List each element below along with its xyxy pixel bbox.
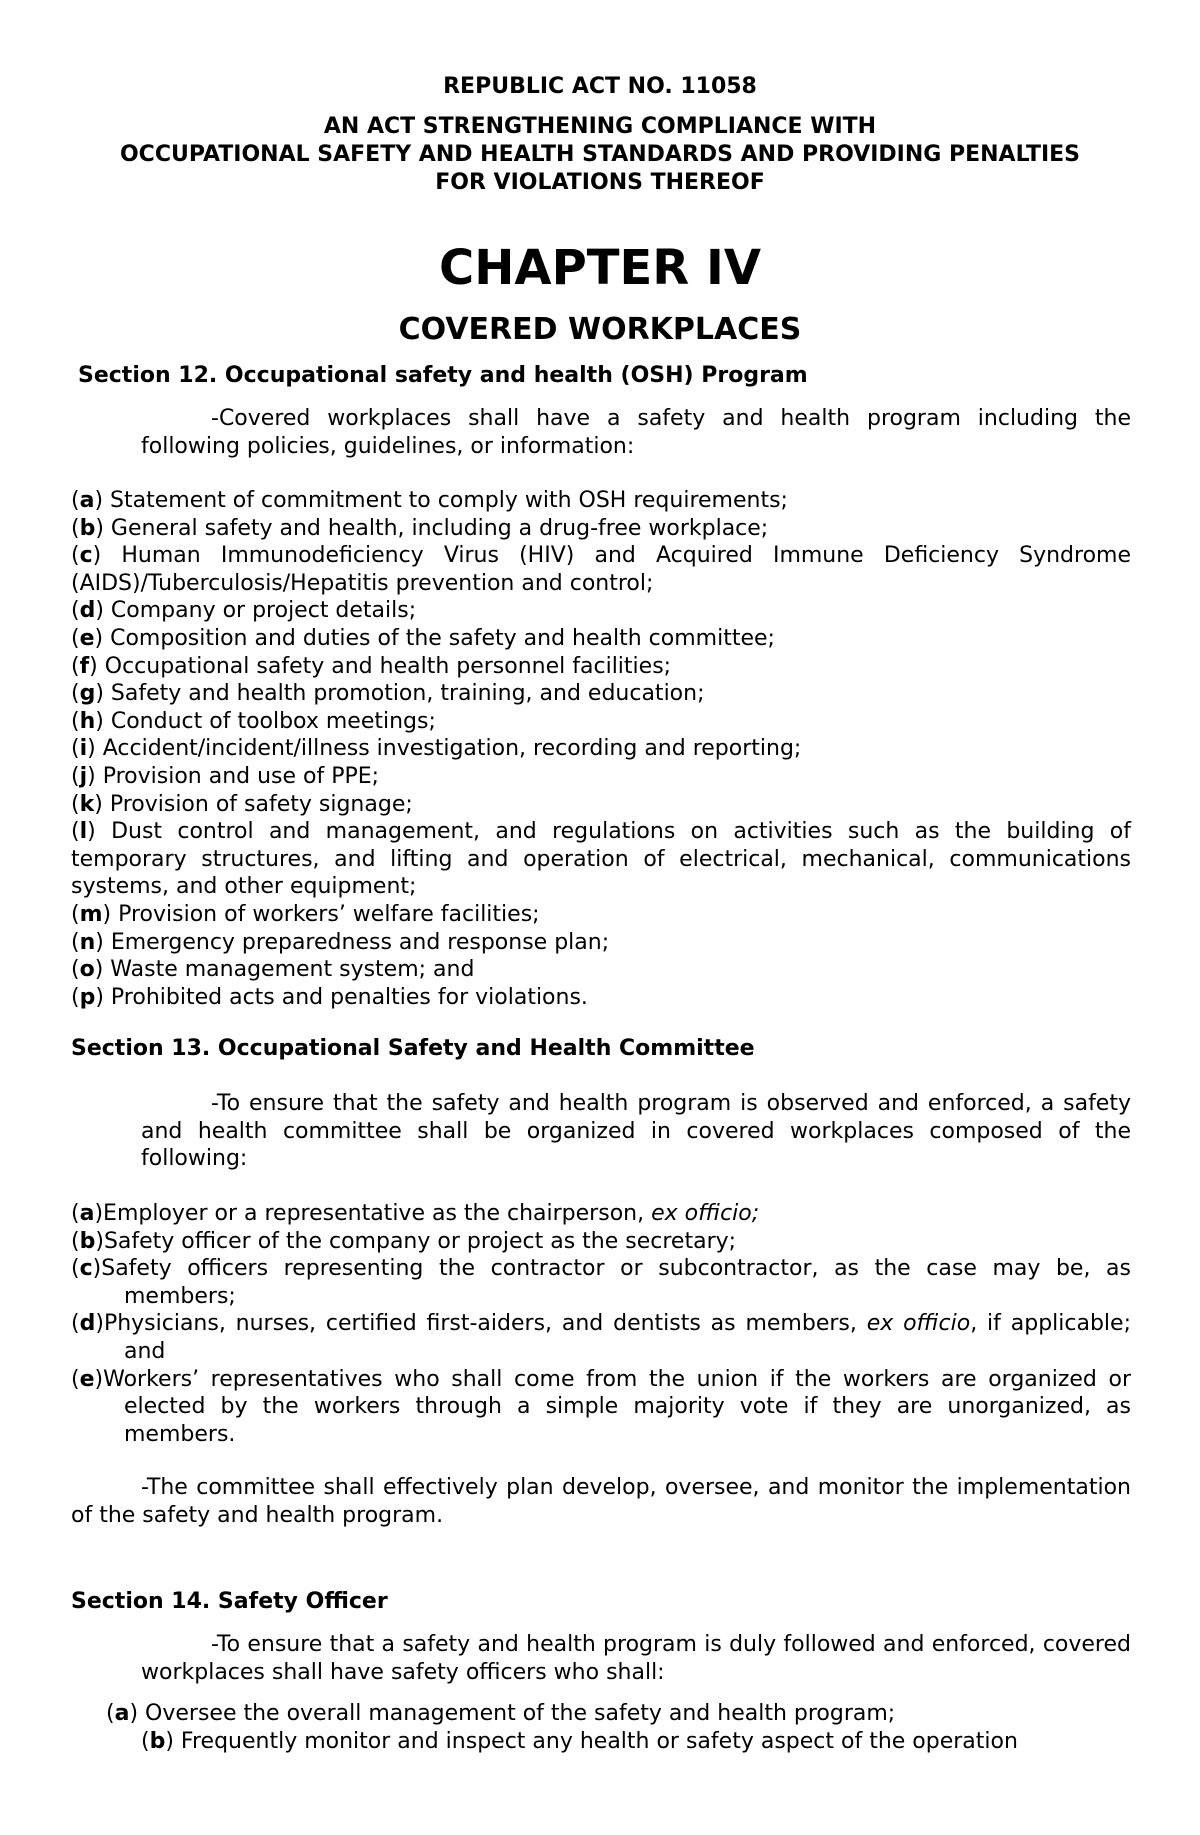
item-text: Provision of workers’ welfare facilities;	[111, 901, 540, 927]
list-item: (l) Dust control and management, and regulations on activities such as the building of temporary structures, and lifting and operation of electrical, mechanical, communications systems, and other equipment;	[71, 819, 1131, 900]
list-item: (c)Safety officers representing the contractor or subcontractor, as the case may be, as members;	[71, 1256, 1131, 1309]
section-13-intro: -To ensure that the safety and health program is observed and enforced, a safety and health committee shall be organized in covered workplaces composed of the following:	[141, 1091, 1131, 1171]
item-letter: i	[79, 736, 88, 762]
item-letter: c	[79, 1256, 93, 1282]
item-text: Prohibited acts and penalties for violations.	[103, 984, 588, 1010]
item-letter: f	[79, 653, 90, 679]
item-text: Oversee the overall management of the safety and health program;	[138, 1701, 896, 1726]
item-text: Physicians, nurses, certified first-aiders, and dentists as members,	[103, 1311, 867, 1337]
list-item: (j) Provision and use of PPE;	[71, 763, 380, 789]
item-letter: j	[79, 763, 88, 789]
item-letter: c	[79, 543, 93, 569]
list-item: (p) Prohibited acts and penalties for violations.	[71, 984, 588, 1010]
act-title-line-1: AN ACT STRENGTHENING COMPLIANCE WITH	[323, 114, 877, 139]
item-text: General safety and health, including a drug-free workplace;	[103, 515, 769, 541]
item-letter: l	[79, 819, 88, 845]
list-item: (b)Safety officer of the company or project as the secretary;	[71, 1228, 737, 1254]
section-14-list	[106, 1700, 1131, 1756]
act-title-line-3: FOR VIOLATIONS THEREOF	[435, 170, 765, 195]
item-emphasis: ex officio;	[651, 1201, 760, 1226]
list-item: (n) Emergency preparedness and response plan;	[71, 929, 610, 955]
list-item: (k) Provision of safety signage;	[71, 791, 413, 817]
item-letter: b	[149, 1729, 166, 1754]
item-letter: b	[79, 515, 96, 541]
item-text: Accident/incident/illness investigation, recording and reporting;	[95, 736, 802, 762]
chapter-title: COVERED WORKPLACES	[398, 312, 802, 347]
item-emphasis: ex officio	[866, 1311, 971, 1337]
section-13-list	[71, 1200, 1131, 1448]
item-text-after: , if applicable; and	[124, 1311, 1131, 1364]
section-12-heading: Section 12. Occupational safety and health (OSH) Program	[78, 363, 808, 388]
item-text: Statement of commitment to comply with OSH requirements;	[103, 488, 788, 513]
item-text: Occupational safety and health personnel facilities;	[97, 653, 672, 679]
item-letter: p	[79, 984, 96, 1010]
item-letter: d	[79, 598, 96, 624]
item-text: Provision of safety signage;	[102, 791, 413, 817]
item-text: Safety and health promotion, training, and education;	[103, 681, 705, 707]
section-13-heading: Section 13. Occupational Safety and Health Committee	[71, 1036, 755, 1061]
list-item: (e)Workers’ representatives who shall come from the union if the workers are organized or elected by the workers through a simple majority vote if they are unorganized, as members.	[71, 1366, 1131, 1447]
list-item: (h) Conduct of toolbox meetings;	[71, 708, 436, 734]
list-item: (b) Frequently monitor and inspect any health or safety aspect of the operation	[141, 1729, 1018, 1754]
item-text: Conduct of toolbox meetings;	[103, 708, 436, 734]
item-letter: k	[79, 791, 95, 817]
item-letter: d	[79, 1311, 96, 1337]
section-14-heading: Section 14. Safety Officer	[71, 1589, 388, 1614]
item-text: Composition and duties of the safety and health committee;	[103, 625, 775, 651]
item-text: Frequently monitor and inspect any health or safety aspect of the operation	[173, 1729, 1018, 1754]
section-13-closing: -The committee shall effectively plan develop, oversee, and monitor the implementation of the safety and health program.	[71, 1475, 1131, 1528]
item-text: Waste management system; and	[103, 957, 475, 983]
item-letter: a	[79, 1201, 95, 1226]
item-text: Workers’ representatives who shall come from the union if the workers are organized or elected by the workers through a simple majority vote if they are unorganized, as members.	[103, 1366, 1131, 1447]
list-item: (o) Waste management system; and	[71, 957, 475, 983]
item-letter: a	[79, 488, 95, 513]
item-text: Provision and use of PPE;	[95, 763, 380, 789]
list-item: (a) Statement of commitment to comply with OSH requirements;	[71, 488, 788, 513]
item-text: Employer or a representative as the chairperson,	[103, 1201, 652, 1226]
section-12-intro: -Covered workplaces shall have a safety and health program including the following policies, guidelines, or information:	[141, 406, 1131, 459]
item-letter: o	[79, 957, 95, 983]
item-letter: h	[79, 708, 96, 734]
item-letter: e	[79, 1366, 95, 1392]
item-text: Dust control and management, and regulations on activities such as the building of temporary structures, and lifting and operation of electrical, mechanical, communications systems, and other equipment;	[71, 819, 1131, 900]
item-text: Emergency preparedness and response plan;	[103, 929, 610, 955]
list-item: (m) Provision of workers’ welfare facilities;	[71, 901, 540, 927]
act-title	[0, 113, 1200, 197]
item-letter: b	[79, 1228, 96, 1254]
list-item: (c) Human Immunodeficiency Virus (HIV) and Acquired Immune Deficiency Syndrome (AIDS)/Tuberculosis/Hepatitis prevention and control;	[71, 543, 1131, 596]
list-item: (f) Occupational safety and health personnel facilities;	[71, 653, 672, 679]
chapter-heading: CHAPTER IV	[439, 240, 761, 296]
section-12-list	[71, 487, 1131, 1011]
list-item: (b) General safety and health, including a drug-free workplace;	[71, 515, 769, 541]
list-item: (i) Accident/incident/illness investigation, recording and reporting;	[71, 736, 802, 762]
list-item: (g) Safety and health promotion, training, and education;	[71, 681, 705, 707]
list-item: (a)Employer or a representative as the chairperson, ex officio;	[71, 1201, 760, 1226]
list-item: (d)Physicians, nurses, certified first-aiders, and dentists as members, ex officio, if applicable; and	[71, 1311, 1131, 1364]
item-text: Human Immunodeficiency Virus (HIV) and Acquired Immune Deficiency Syndrome (AIDS)/Tuberculosis/Hepatitis prevention and control;	[71, 543, 1131, 596]
item-text: Safety officers representing the contractor or subcontractor, as the case may be, as members;	[101, 1256, 1131, 1309]
list-item: (e) Composition and duties of the safety and health committee;	[71, 625, 775, 651]
act-title-line-2: OCCUPATIONAL SAFETY AND HEALTH STANDARDS AND PROVIDING PENALTIES	[119, 142, 1081, 167]
section-14-intro: -To ensure that a safety and health program is duly followed and enforced, covered workplaces shall have safety officers who shall:	[141, 1632, 1131, 1685]
item-letter: n	[79, 929, 96, 955]
item-text: Safety officer of the company or project as the secretary;	[103, 1228, 737, 1254]
list-item: (a) Oversee the overall management of the safety and health program;	[106, 1701, 896, 1726]
item-letter: g	[79, 681, 96, 707]
act-number: REPUBLIC ACT NO. 11058	[443, 74, 757, 99]
item-text: Company or project details;	[103, 598, 417, 624]
list-item: (d) Company or project details;	[71, 598, 417, 624]
item-letter: a	[114, 1701, 130, 1726]
item-letter: e	[79, 625, 95, 651]
item-letter: m	[79, 901, 103, 927]
